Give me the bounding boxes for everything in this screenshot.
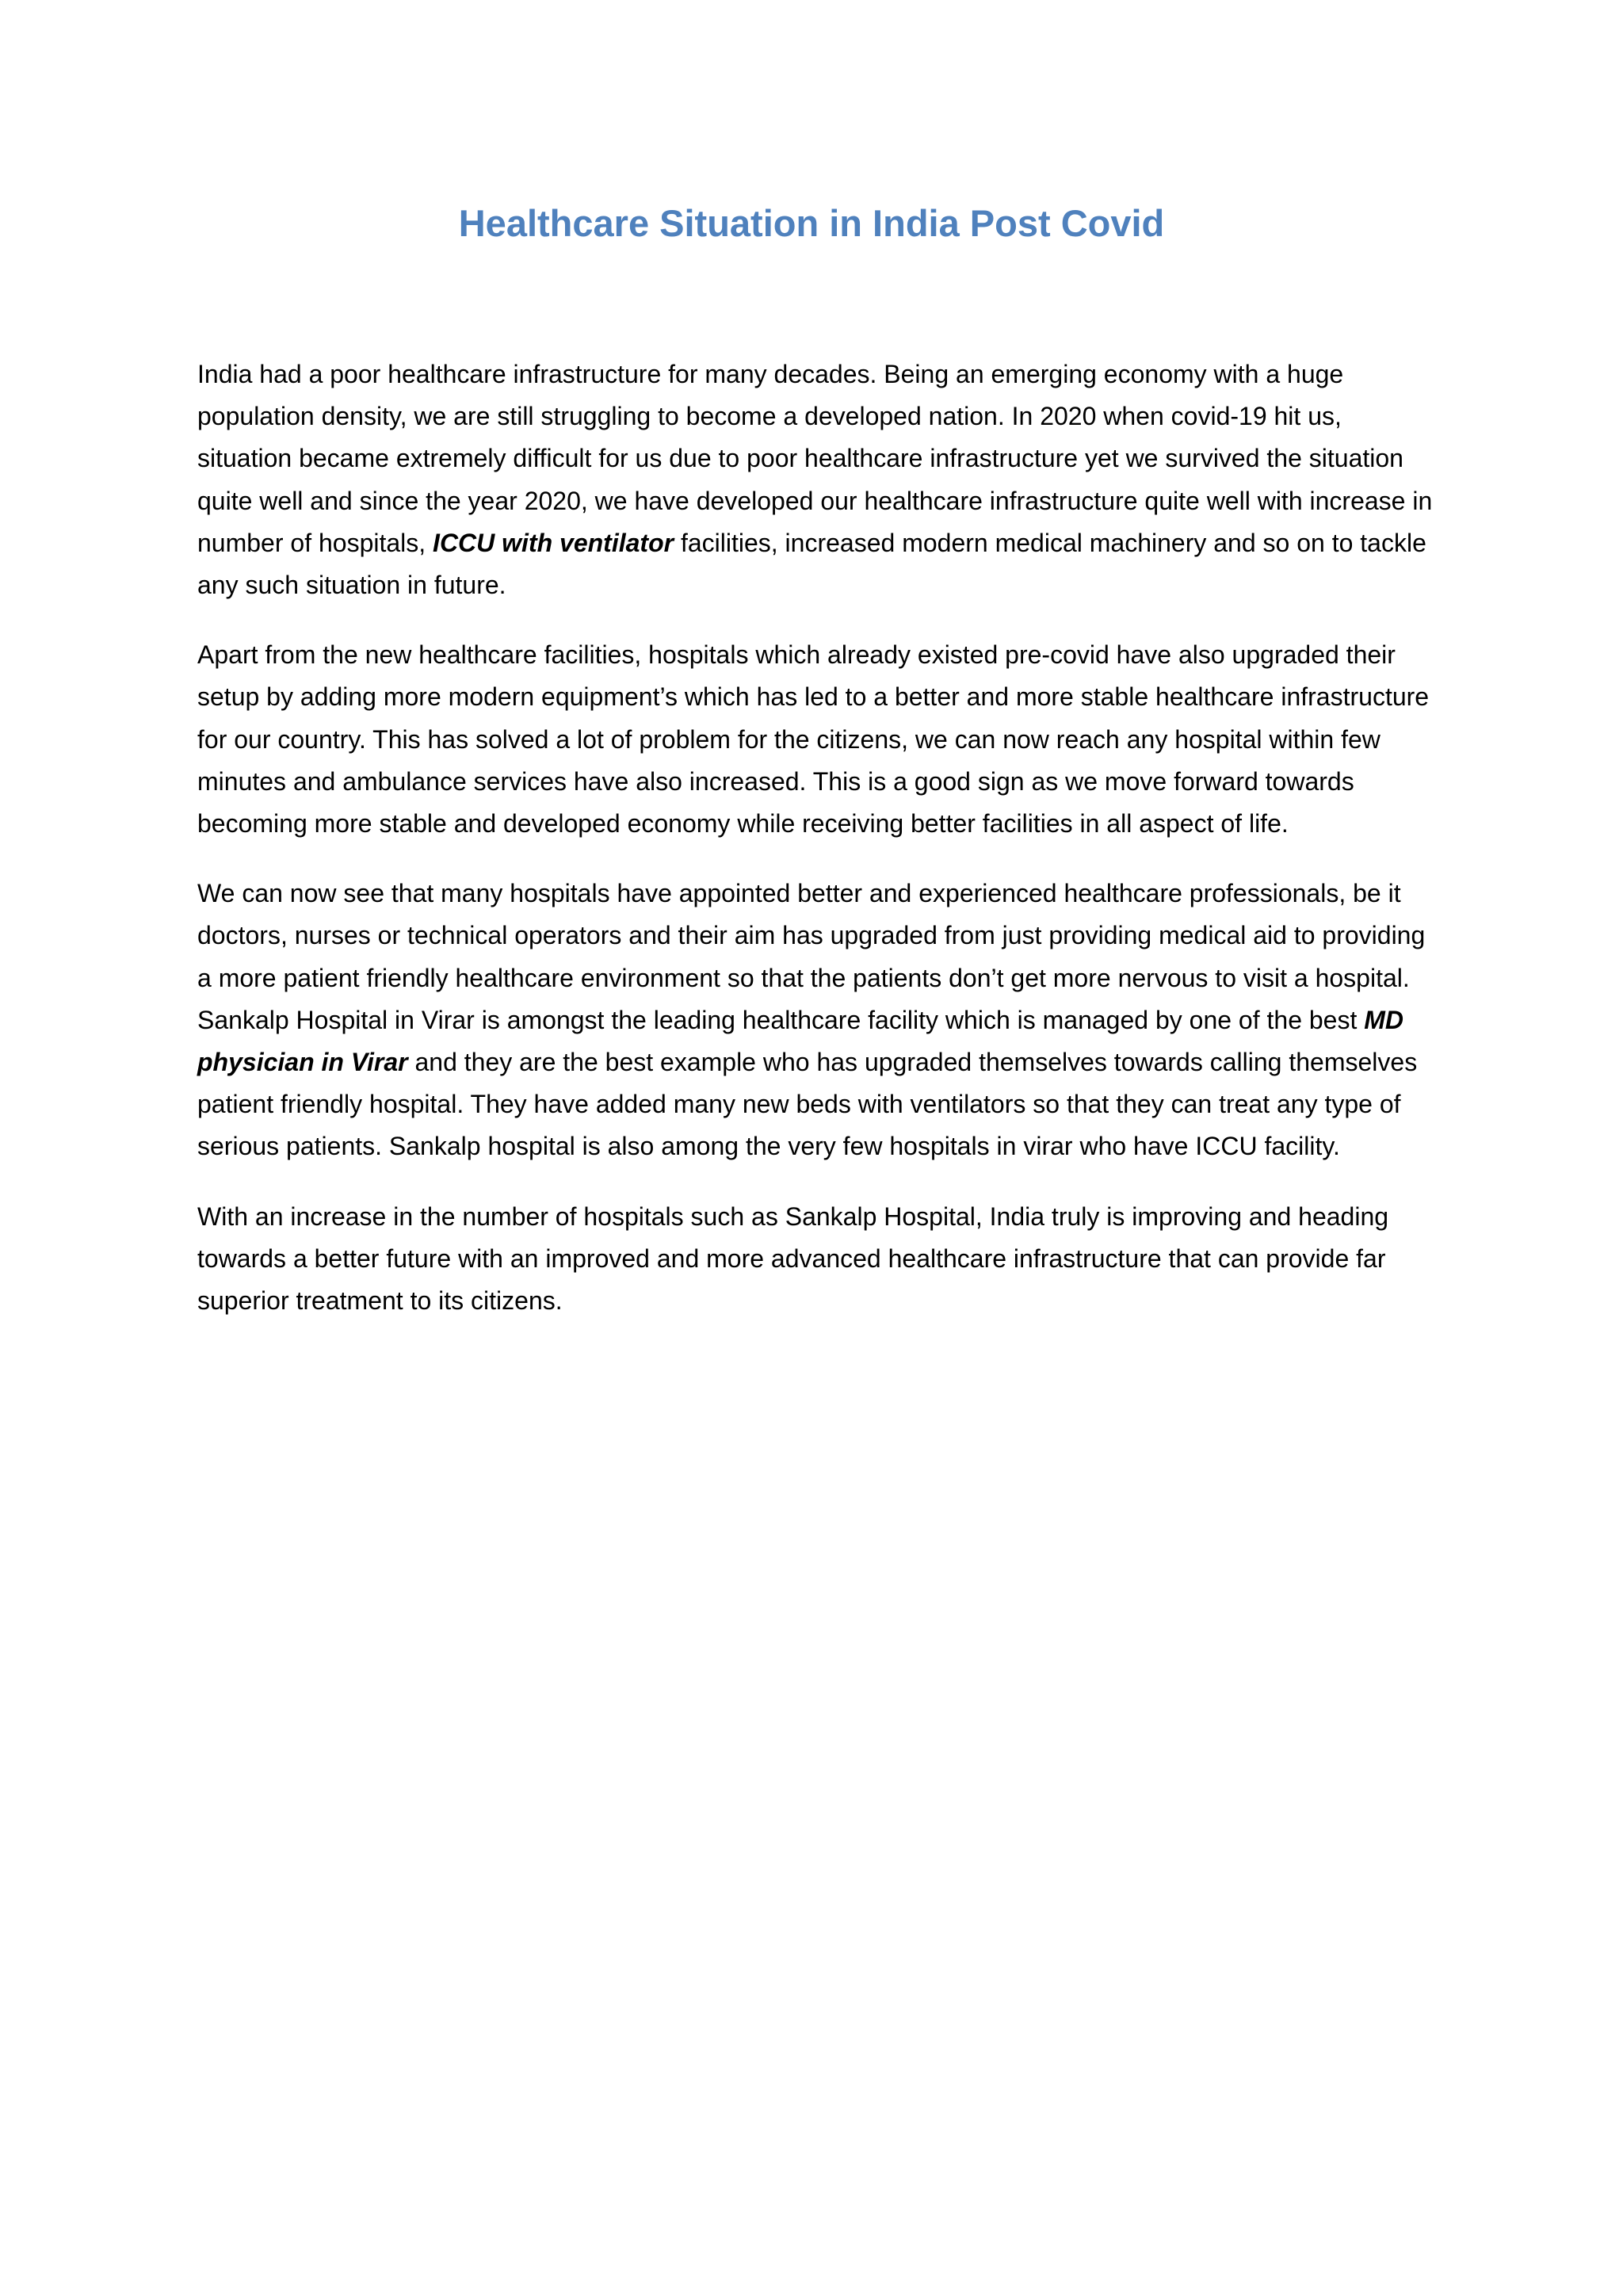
paragraph-3 xyxy=(197,873,1438,1167)
paragraph-4: With an increase in the number of hospitals such as Sankalp Hospital, India truly is improving and heading towards a better future with an improved and more advanced healthcare infrastructure that can provide far superior treatment to its citizens. xyxy=(197,1201,1389,1316)
paragraph-2: Apart from the new healthcare facilities, hospitals which already existed pre-covid have also upgraded their setup by adding more modern equipment’s which has led to a better and more stable healthcare infrastructure for our country. This has solved a lot of problem for the citizens, we can now reach any hospital within few minutes and ambulance services have also increased. This is a good sign as we move forward towards becoming more stable and developed economy while receiving better facilities in all aspect of life. xyxy=(197,640,1430,839)
paragraph-1 xyxy=(197,353,1438,606)
paragraph-1-text-before: India had a poor healthcare infrastructure for many decades. Being an emerging economy with a huge population density, we are still struggling to become a developed nation. In 2020 when covid-19 hit us, situation became extremely difficult for us due to poor healthcare infrastructure yet we survived the situation quite well and since the year 2020, we have developed our healthcare infrastructure quite well with increase in number of hospitals, xyxy=(197,360,1433,557)
paragraph-1-emphasis-iccu-with-ventilator: ICCU with ventilator xyxy=(433,528,674,557)
paragraph-3-text-before: We can now see that many hospitals have appointed better and experienced healthcare professionals, be it doctors, nurses or technical operators and their aim has upgraded from just providing medical aid to providing a more patient friendly healthcare environment so that the patients don’t get more nervous to visit a hospital. Sankalp Hospital in Virar is amongst the leading healthcare facility which is managed by one of the best xyxy=(197,879,1426,1034)
paragraph-3-text-after: and they are the best example who has upgraded themselves towards calling themselves patient friendly hospital. They have added many new beds with ventilators so that they can treat any type of serious patients. Sankalp hospital is also among the very few hospitals in virar who have ICCU facility. xyxy=(197,1048,1418,1161)
paragraph-1-text-after: facilities, increased modern medical machinery and so on to tackle any such situation in future. xyxy=(197,528,1426,600)
document-title: Healthcare Situation in India Post Covid xyxy=(458,202,1165,244)
paragraph-3-emphasis-md-physician-in-virar: MD physician in Virar xyxy=(197,1005,1404,1077)
document-body xyxy=(197,353,1438,1350)
